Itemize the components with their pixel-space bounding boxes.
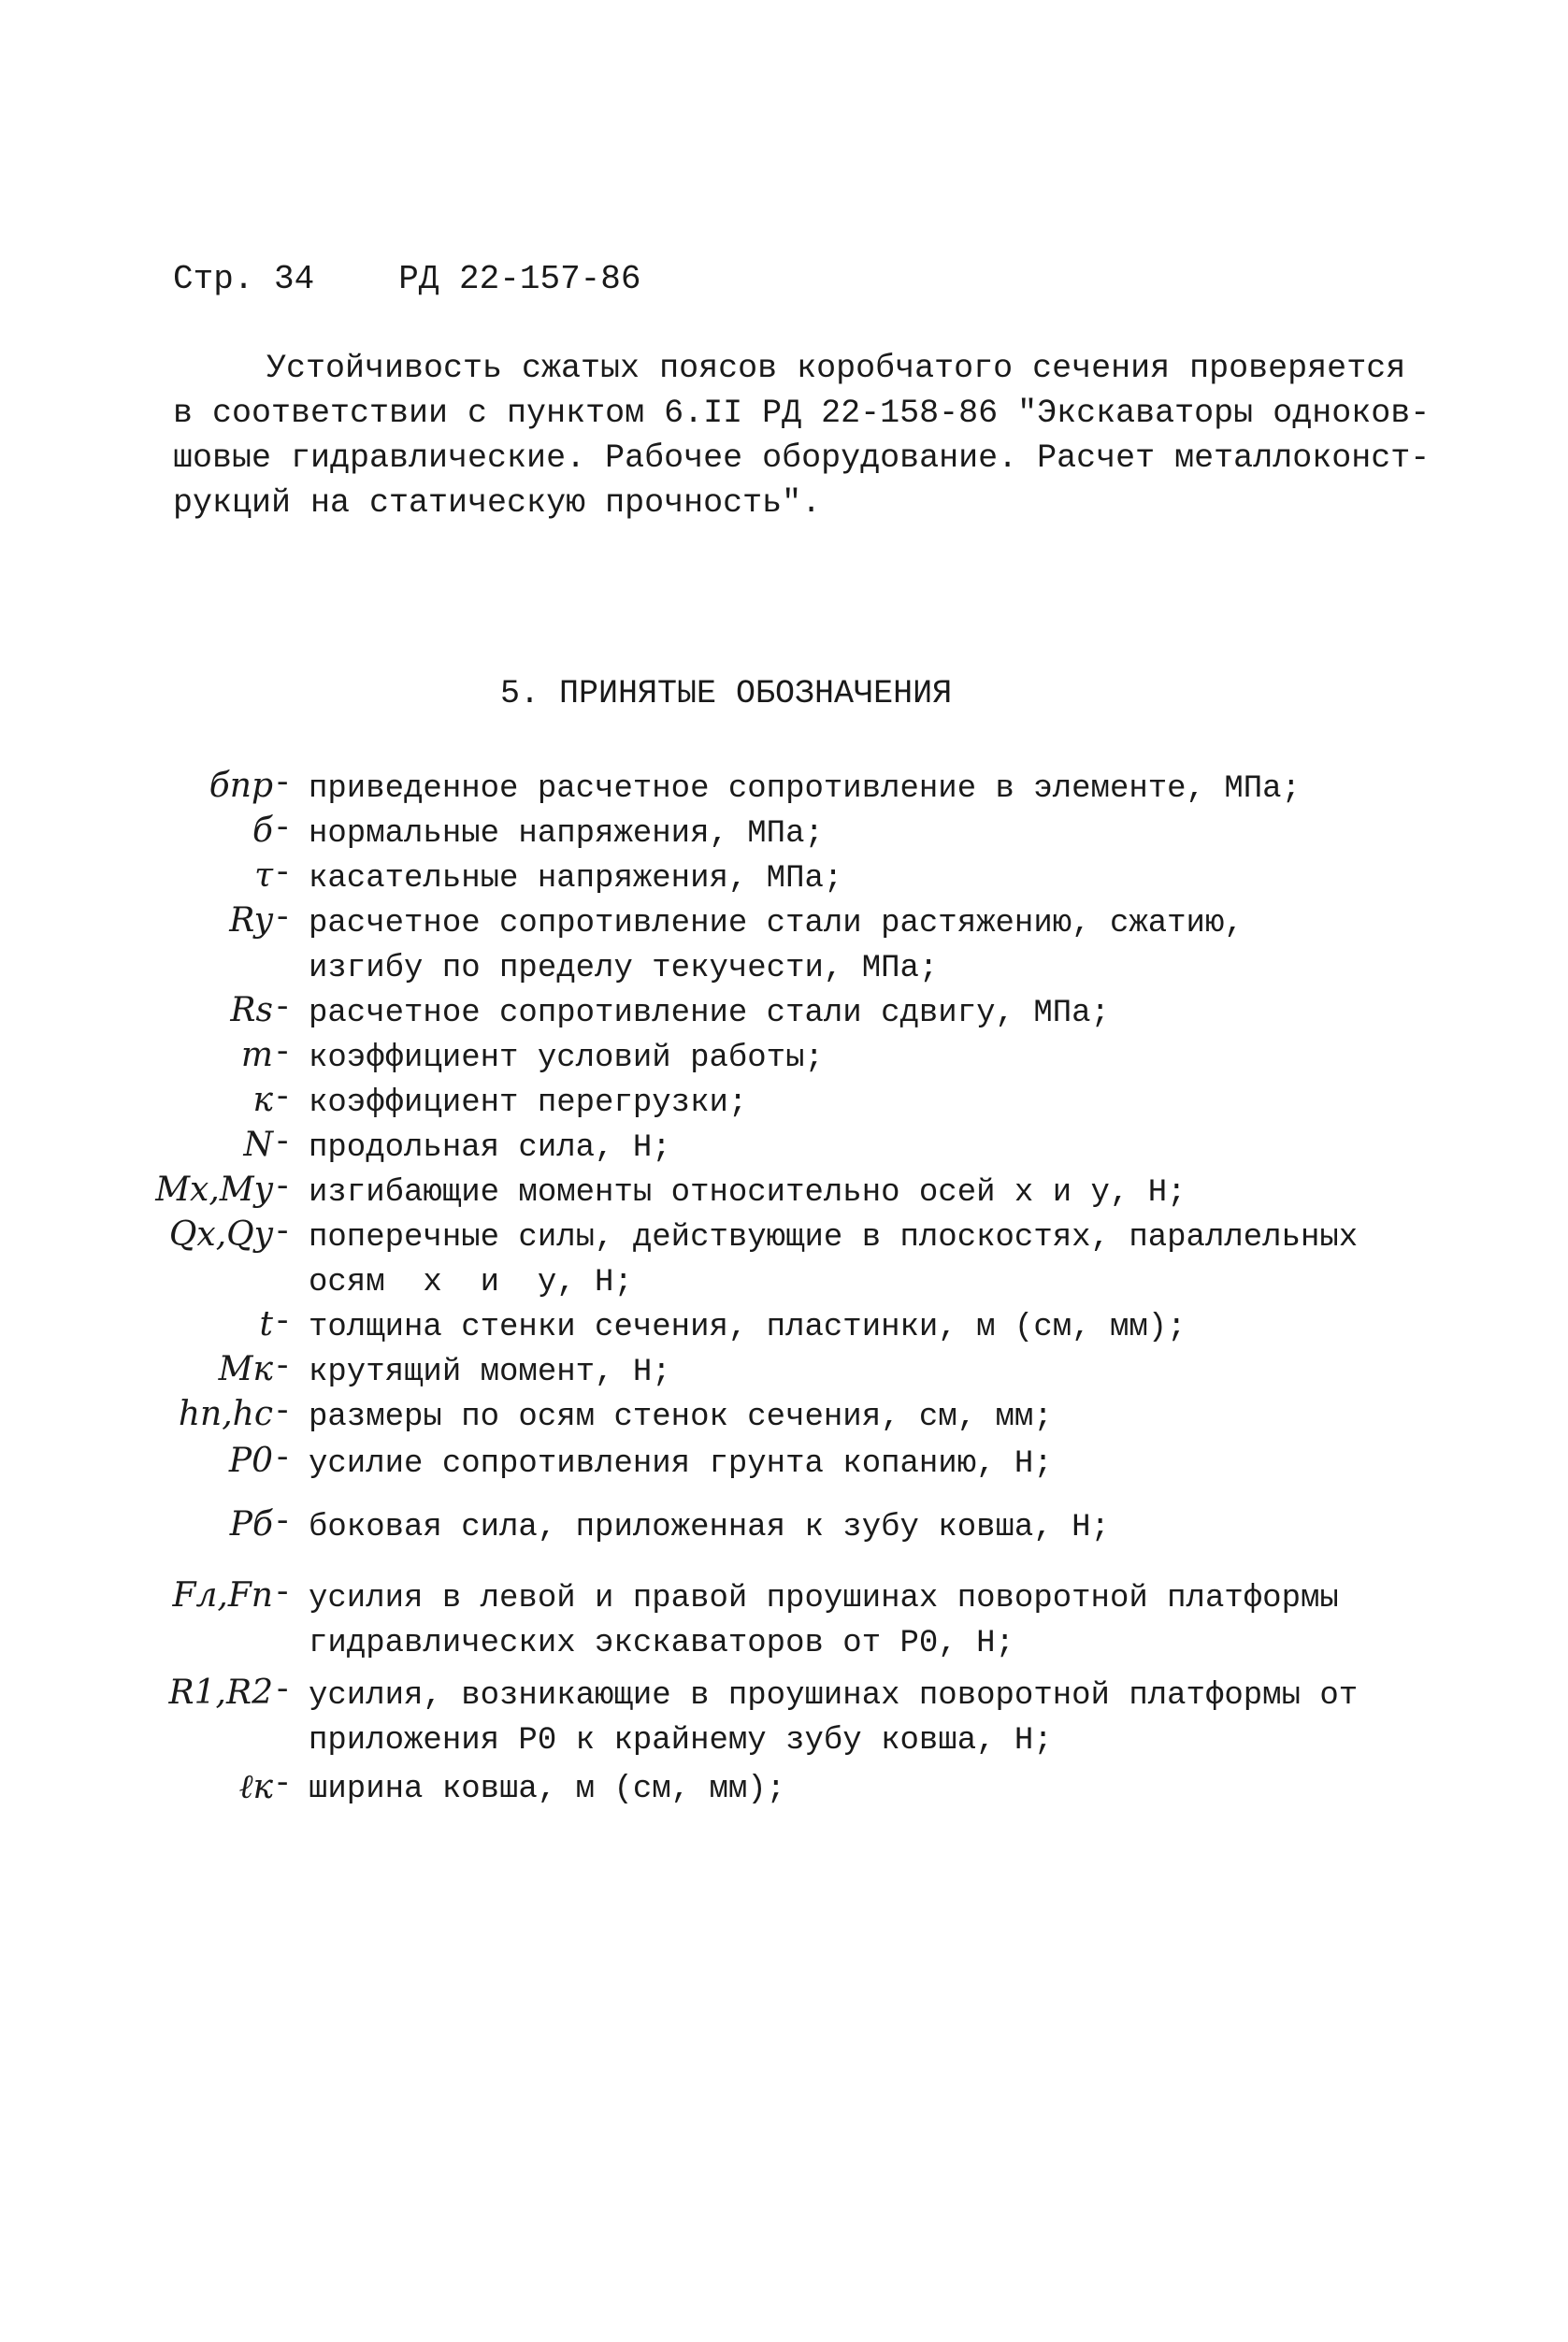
notation-symbol: hп,hс bbox=[178, 1395, 273, 1433]
notation-description bbox=[309, 1081, 1412, 1126]
notation-description bbox=[309, 812, 1412, 856]
notation-dash: - bbox=[273, 991, 293, 1027]
notation-description bbox=[309, 1350, 1412, 1395]
description-line: толщина стенки сечения, пластинки, м (см, мм); bbox=[309, 1310, 1187, 1345]
description-line: коэффициент условий работы; bbox=[309, 1041, 824, 1076]
paragraph-line: в соответствии с пунктом 6.II РД 22-158-86 "Экскаваторы одноков- bbox=[173, 395, 1431, 432]
description-line: расчетное сопротивление стали растяжению, сжатию, bbox=[309, 906, 1244, 941]
paragraph-line: Устойчивость сжатых поясов коробчатого сечения проверяется bbox=[266, 350, 1406, 387]
description-line: изгибу по пределу текучести, МПа; bbox=[309, 951, 939, 986]
notation-dash: - bbox=[273, 1036, 293, 1071]
notation-dash: - bbox=[273, 1171, 293, 1206]
notation-symbol: Pб bbox=[229, 1505, 273, 1544]
description-line: гидравлических экскаваторов от P0, Н; bbox=[309, 1626, 1014, 1661]
notation-symbol: Rs bbox=[230, 991, 273, 1029]
description-line: ширина ковша, м (см, мм); bbox=[309, 1772, 786, 1807]
page-number: Стр. 34 bbox=[173, 260, 315, 298]
notation-symbol: к bbox=[252, 1081, 273, 1119]
notation-dash: - bbox=[273, 1395, 293, 1430]
notation-dash: - bbox=[273, 767, 293, 802]
notation-dash: - bbox=[273, 812, 293, 847]
description-line: расчетное сопротивление стали сдвигу, МПа; bbox=[309, 996, 1110, 1031]
description-line: осям х и у, Н; bbox=[309, 1265, 633, 1300]
notation-symbol: Mк bbox=[218, 1350, 273, 1388]
description-line: размеры по осям стенок сечения, см, мм; bbox=[309, 1400, 1053, 1435]
notation-symbol: Mx,My bbox=[155, 1171, 273, 1209]
notation-dash: - bbox=[273, 1215, 293, 1251]
notation-dash: - bbox=[273, 1305, 293, 1341]
notation-description bbox=[309, 1171, 1412, 1215]
stability-paragraph bbox=[173, 346, 1431, 525]
notation-dash: - bbox=[273, 1350, 293, 1386]
paragraph-line: шовые гидравлические. Рабочее оборудование. Расчет металлоконст- bbox=[173, 439, 1431, 477]
description-line: изгибающие моменты относительно осей х и у, Н; bbox=[309, 1175, 1187, 1211]
notation-description bbox=[309, 856, 1412, 901]
description-line: приложения P0 к крайнему зубу ковша, Н; bbox=[309, 1723, 1053, 1759]
notation-description bbox=[309, 1305, 1412, 1350]
notation-symbol: N bbox=[243, 1126, 273, 1164]
notation-description bbox=[309, 901, 1412, 991]
description-line: боковая сила, приложенная к зубу ковша, Н; bbox=[309, 1510, 1110, 1545]
notation-description bbox=[309, 1442, 1412, 1487]
description-line: касательные напряжения, МПа; bbox=[309, 861, 843, 897]
notation-symbol: Ry bbox=[229, 901, 273, 940]
notation-description bbox=[309, 1674, 1412, 1763]
notation-symbol: ℓк bbox=[238, 1768, 273, 1806]
notation-dash: - bbox=[273, 1674, 293, 1709]
page-header bbox=[173, 260, 640, 298]
description-line: поперечные силы, действующие в плоскостях, параллельных bbox=[309, 1220, 1359, 1256]
notation-description bbox=[309, 1767, 1412, 1812]
notation-symbol: m bbox=[240, 1036, 273, 1074]
notation-symbol: Qx,Qy bbox=[168, 1215, 273, 1254]
notation-symbol: б bbox=[252, 812, 273, 850]
notation-description bbox=[309, 1505, 1412, 1550]
notation-description bbox=[309, 1576, 1412, 1666]
notation-description bbox=[309, 991, 1412, 1036]
description-line: коэффициент перегрузки; bbox=[309, 1085, 748, 1121]
notation-symbol: P0 bbox=[228, 1442, 273, 1480]
notation-symbol: R1,R2 bbox=[168, 1674, 273, 1712]
notation-dash: - bbox=[273, 901, 293, 937]
notation-description bbox=[309, 767, 1412, 812]
notation-symbol: Fл,Fп bbox=[172, 1576, 273, 1615]
description-line: нормальные напряжения, МПа; bbox=[309, 816, 824, 852]
notation-dash: - bbox=[273, 1081, 293, 1116]
description-line: усилие сопротивления грунта копанию, Н; bbox=[309, 1446, 1053, 1482]
notation-dash: - bbox=[273, 1767, 293, 1803]
description-line: усилия, возникающие в проушинах поворотной платформы от bbox=[309, 1678, 1359, 1714]
paragraph-line: рукций на статическую прочность". bbox=[173, 484, 822, 522]
notation-description bbox=[309, 1126, 1412, 1171]
description-line: продольная сила, Н; bbox=[309, 1130, 671, 1166]
notation-description bbox=[309, 1395, 1412, 1440]
section-title: 5. ПРИНЯТЫЕ ОБОЗНАЧЕНИЯ bbox=[500, 675, 953, 712]
notation-dash: - bbox=[273, 856, 293, 892]
notation-dash: - bbox=[273, 1576, 293, 1612]
notation-dash: - bbox=[273, 1505, 293, 1541]
description-line: усилия в левой и правой проушинах поворотной платформы bbox=[309, 1581, 1339, 1616]
description-line: приведенное расчетное сопротивление в элементе, МПа; bbox=[309, 771, 1301, 807]
notation-dash: - bbox=[273, 1442, 293, 1477]
notation-symbol: бпр bbox=[209, 767, 273, 805]
notation-description bbox=[309, 1036, 1412, 1081]
description-line: крутящий момент, Н; bbox=[309, 1355, 671, 1390]
notation-dash: - bbox=[273, 1126, 293, 1161]
document-code: РД 22-157-86 bbox=[398, 260, 641, 298]
notation-description bbox=[309, 1215, 1412, 1305]
notation-symbol: τ bbox=[254, 856, 273, 895]
notation-symbol: t bbox=[259, 1305, 273, 1343]
